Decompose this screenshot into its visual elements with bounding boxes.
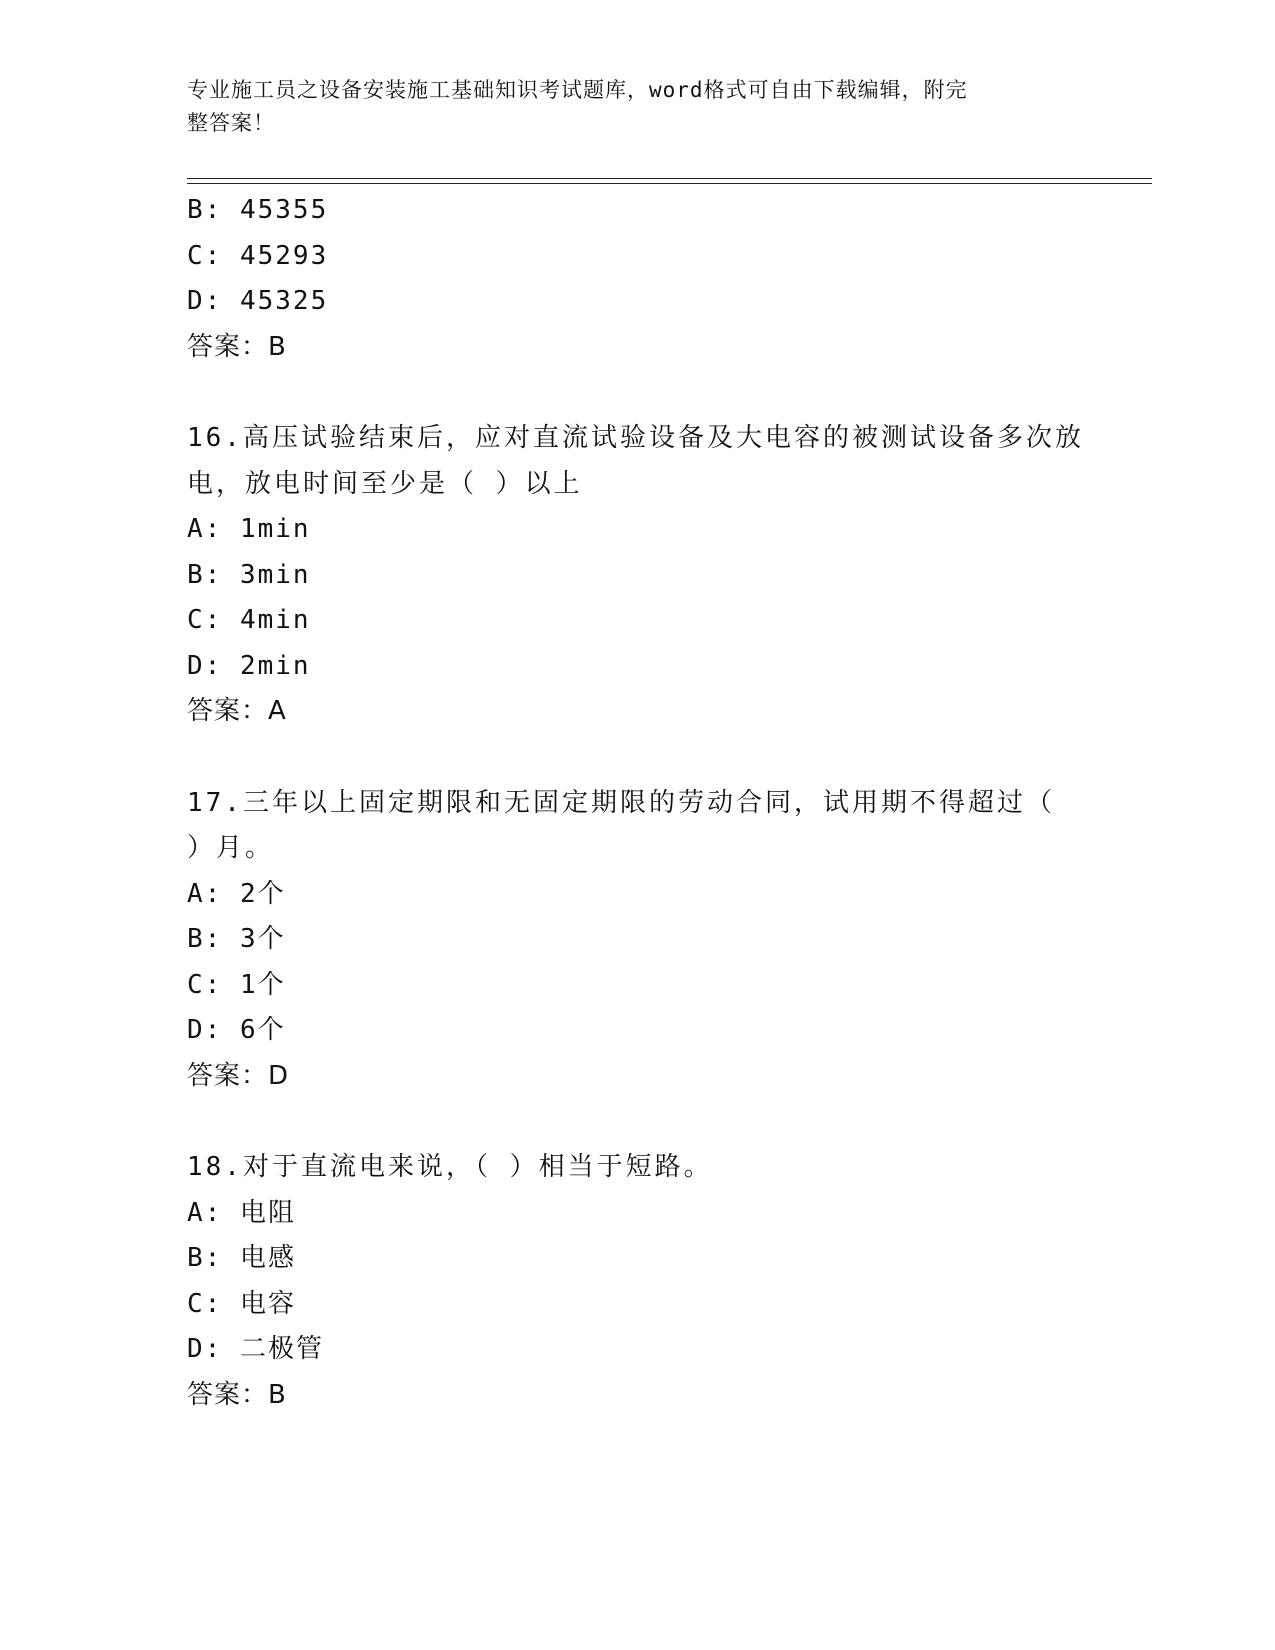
option-d: D: 45325 xyxy=(187,286,329,316)
option-c: C: 1个 xyxy=(187,969,286,1000)
question-content xyxy=(187,188,1087,1418)
question-15-tail xyxy=(187,188,1087,370)
spacer xyxy=(187,1099,1087,1145)
option-b: B: 3min xyxy=(187,559,311,590)
question-17 xyxy=(187,781,1087,1100)
spacer xyxy=(187,735,1087,781)
header-title-line-1: 专业施工员之设备安装施工基础知识考试题库，word格式可自由下载编辑，附完 xyxy=(187,78,968,102)
header-divider-top xyxy=(187,178,1152,179)
answer: 答案：B xyxy=(187,331,287,362)
option-c: C: 45293 xyxy=(187,240,329,271)
option-d: D: 二极管 xyxy=(187,1334,324,1364)
question-stem-line: 17.三年以上固定期限和无固定期限的劳动合同，试用期不得超过（ xyxy=(187,787,1055,818)
question-stem-line: 18.对于直流电来说，（ ）相当于短路。 xyxy=(187,1152,713,1182)
question-stem-line: ）月。 xyxy=(187,833,275,863)
option-a: A: 电阻 xyxy=(187,1197,296,1228)
option-d: D: 6个 xyxy=(187,1015,286,1045)
option-c: C: 4min xyxy=(187,605,311,635)
option-b: B: 电感 xyxy=(187,1243,296,1273)
page-header xyxy=(187,74,1067,140)
option-b: B: 3个 xyxy=(187,924,286,954)
question-stem-line: 16.高压试验结束后，应对直流试验设备及大电容的被测试设备多次放 xyxy=(187,423,1084,453)
spacer xyxy=(187,370,1087,416)
answer: 答案：D xyxy=(187,1060,290,1091)
question-18 xyxy=(187,1145,1087,1418)
option-b: B: 45355 xyxy=(187,195,329,225)
header-divider-bottom xyxy=(187,183,1152,184)
option-c: C: 电容 xyxy=(187,1288,296,1319)
question-stem-line: 电，放电时间至少是（ ）以上 xyxy=(187,468,583,499)
answer: 答案：B xyxy=(187,1379,287,1410)
option-d: D: 2min xyxy=(187,650,311,681)
answer: 答案：A xyxy=(187,696,287,726)
option-a: A: 1min xyxy=(187,514,311,544)
option-a: A: 2个 xyxy=(187,878,286,909)
question-16 xyxy=(187,416,1087,735)
header-title-line-2: 整答案！ xyxy=(187,111,275,135)
